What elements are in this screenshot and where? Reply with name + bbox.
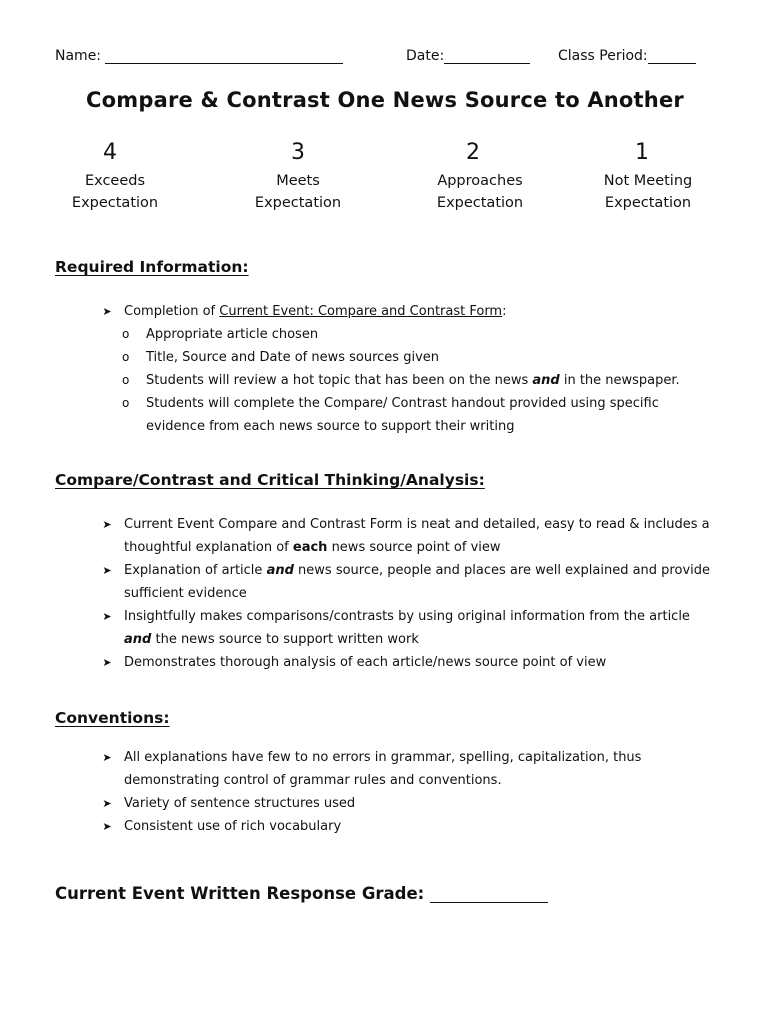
arrow-bullet-icon: ➤ — [102, 656, 112, 669]
list-item: ➤ All explanations have few to no errors in grammar, spelling, capitalization, thus demonstrating control of grammar rules and conventions. — [100, 746, 720, 792]
list-item: o Title, Source and Date of news sources given — [122, 346, 720, 369]
list-item: ➤ Demonstrates thorough analysis of each article/news source point of view — [100, 651, 720, 674]
circle-bullet-icon: o — [122, 327, 130, 341]
conventions-heading: Conventions: — [55, 709, 170, 727]
score-label-line1: Exceeds — [84, 173, 146, 189]
arrow-bullet-icon: ➤ — [102, 797, 112, 810]
list-item: o Appropriate article chosen — [122, 323, 720, 346]
arrow-bullet-icon: ➤ — [102, 518, 112, 531]
score-2 — [400, 140, 560, 214]
score-label-line1: Approaches — [437, 173, 523, 189]
list-item: o Students will complete the Compare/ Contrast handout provided using specific evidence from each news source to support their writing — [122, 392, 720, 438]
score-label-line1: Meets — [276, 173, 320, 189]
list-item: ➤ Insightfully makes comparisons/contrasts by using original information from the article and the news source to support written work — [100, 605, 720, 651]
analysis-heading: Compare/Contrast and Critical Thinking/Analysis: — [55, 471, 485, 489]
arrow-bullet-icon: ➤ — [102, 305, 112, 318]
score-4 — [35, 140, 195, 214]
score-label-line2: Expectation — [436, 195, 524, 211]
score-label-line2: Expectation — [254, 195, 342, 211]
date-label: Date: — [406, 48, 445, 64]
list-item: o Students will review a hot topic that has been on the news and in the newspaper. — [122, 369, 720, 392]
grade-blank-line[interactable] — [430, 886, 548, 903]
page-title: Compare & Contrast One News Source to Another — [86, 88, 684, 112]
list-item: ➤ Variety of sentence structures used — [100, 792, 720, 815]
circle-bullet-icon: o — [122, 350, 130, 364]
grade-field — [55, 884, 548, 903]
grade-label: Current Event Written Response Grade: — [55, 884, 425, 903]
date-blank-line[interactable] — [444, 48, 530, 64]
score-label-line2: Expectation — [604, 195, 692, 211]
score-label-line2: Expectation — [71, 195, 159, 211]
arrow-bullet-icon: ➤ — [102, 564, 112, 577]
score-number: 3 — [291, 140, 305, 165]
arrow-bullet-icon: ➤ — [102, 751, 112, 764]
name-blank-line[interactable] — [105, 48, 343, 64]
arrow-bullet-icon: ➤ — [102, 610, 112, 623]
required-info-sublist — [100, 323, 720, 438]
date-field — [406, 48, 530, 64]
required-info-list — [100, 300, 720, 438]
list-item: ➤ Completion of Current Event: Compare and Contrast Form: — [100, 300, 720, 323]
name-label: Name: — [55, 48, 102, 64]
class-period-blank-line[interactable] — [648, 48, 696, 64]
conventions-list — [100, 746, 720, 838]
analysis-list — [100, 513, 720, 674]
score-number: 4 — [103, 140, 117, 165]
score-label-line1: Not Meeting — [603, 173, 693, 189]
name-field — [55, 48, 343, 64]
score-1 — [568, 140, 728, 214]
score-number: 2 — [466, 140, 480, 165]
list-item: ➤ Explanation of article and news source, people and places are well explained and provide sufficient evidence — [100, 559, 720, 605]
required-info-heading: Required Information: — [55, 258, 249, 276]
score-3 — [218, 140, 378, 214]
class-period-field — [558, 48, 696, 64]
class-period-label: Class Period: — [558, 48, 648, 64]
form-name: Current Event: Compare and Contrast Form — [219, 304, 503, 319]
arrow-bullet-icon: ➤ — [102, 820, 112, 833]
list-item: ➤ Consistent use of rich vocabulary — [100, 815, 720, 838]
list-item: ➤ Current Event Compare and Contrast Form is neat and detailed, easy to read & includes a thoughtful explanation of each news source point of view — [100, 513, 720, 559]
score-number: 1 — [635, 140, 649, 165]
circle-bullet-icon: o — [122, 396, 130, 410]
circle-bullet-icon: o — [122, 373, 130, 387]
